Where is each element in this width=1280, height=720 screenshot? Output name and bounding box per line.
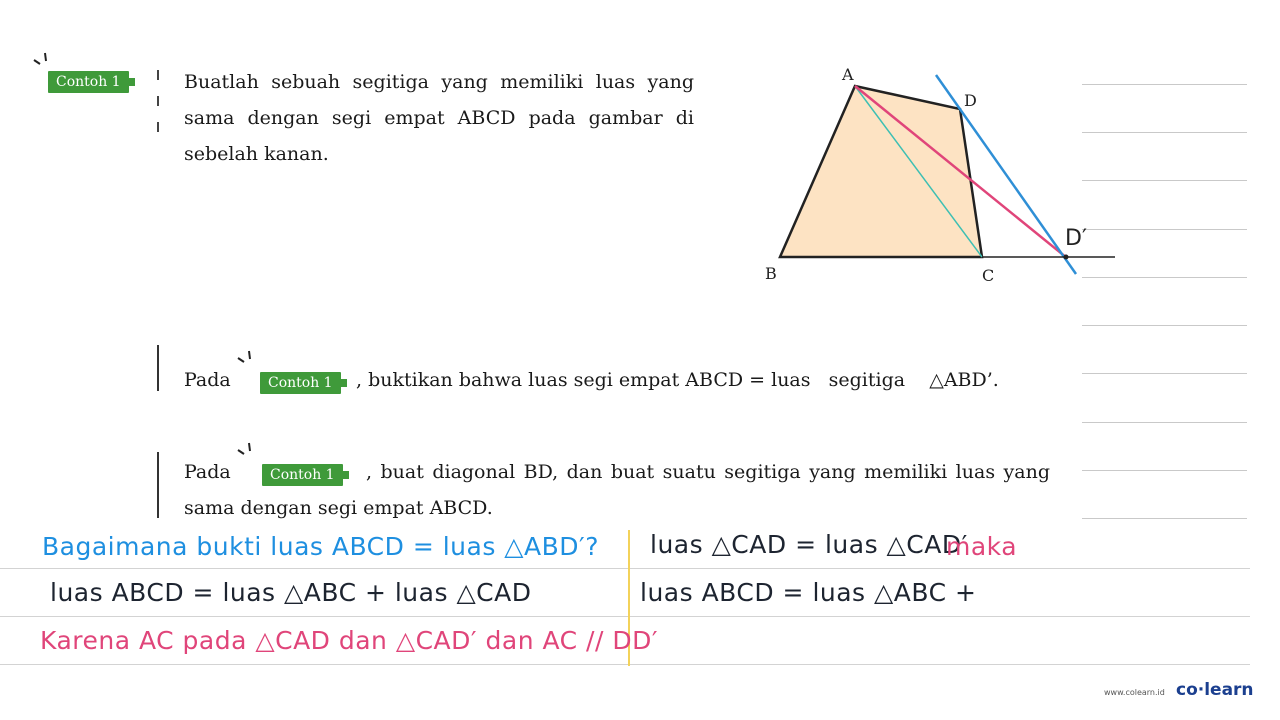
handwriting-line3-left: Karena AC pada △CAD dan △CAD′ dan AC // DD′ (40, 626, 659, 655)
example-text: Buatlah sebuah segitiga yang memiliki luas yang sama dengan segi empat ABCD pada gambar di sebelah kanan. (184, 71, 694, 165)
margin-rule (1082, 518, 1247, 519)
margin-rule (1082, 325, 1247, 326)
colearn-logo: co·learn (1176, 680, 1254, 700)
margin-rule (1082, 373, 1247, 374)
task1-pre: Pada (184, 369, 231, 391)
handwriting-line1-right: luas △CAD = luas △CAD′ (650, 530, 968, 559)
label-d: D (964, 91, 977, 110)
divider-dash (157, 70, 159, 80)
task2-pre: Pada (184, 461, 231, 483)
handwriting-line2-right: luas ABCD = luas △ABC + (640, 578, 977, 607)
task2-text: , buat diagonal BD, dan buat suatu segitiga yang memiliki luas yang sama dengan segi empat ABCD. (184, 461, 1050, 519)
sparkle-icon (236, 348, 256, 368)
quadrilateral-abcd (780, 86, 982, 257)
writing-rule (0, 664, 1250, 665)
example-badge (48, 71, 129, 93)
task2-bar (157, 452, 159, 518)
label-a: A (842, 65, 854, 84)
margin-rule (1082, 422, 1247, 423)
task2-badge-label: Contoh 1 (270, 467, 335, 483)
label-c: C (982, 266, 995, 285)
handwriting-line2-left: luas ABCD = luas △ABC + luas △CAD (50, 578, 532, 607)
task1-badge-label: Contoh 1 (268, 375, 333, 391)
handwriting-line1-left: Bagaimana bukti luas ABCD = luas △ABD′? (42, 532, 599, 561)
label-b: B (765, 264, 777, 283)
task1-text: , buktikan bahwa luas segi empat ABCD = luas segitiga △ABD’. (356, 369, 999, 391)
divider-dash (157, 122, 159, 132)
writing-rule (0, 568, 1250, 569)
divider-dash (157, 96, 159, 106)
task1-badge (260, 372, 341, 394)
task1-bar (157, 345, 159, 391)
example-badge-label: Contoh 1 (56, 74, 121, 90)
writing-rule (0, 616, 1250, 617)
label-d-prime: D′ (1065, 226, 1087, 251)
quadrilateral-diagram (760, 55, 1130, 295)
point-d-prime (1064, 255, 1069, 260)
handwriting-line1-right-maka: maka (946, 532, 1018, 561)
sparkle-icon (32, 50, 52, 70)
margin-rule (1082, 470, 1247, 471)
footer-url: www.colearn.id (1104, 688, 1165, 697)
